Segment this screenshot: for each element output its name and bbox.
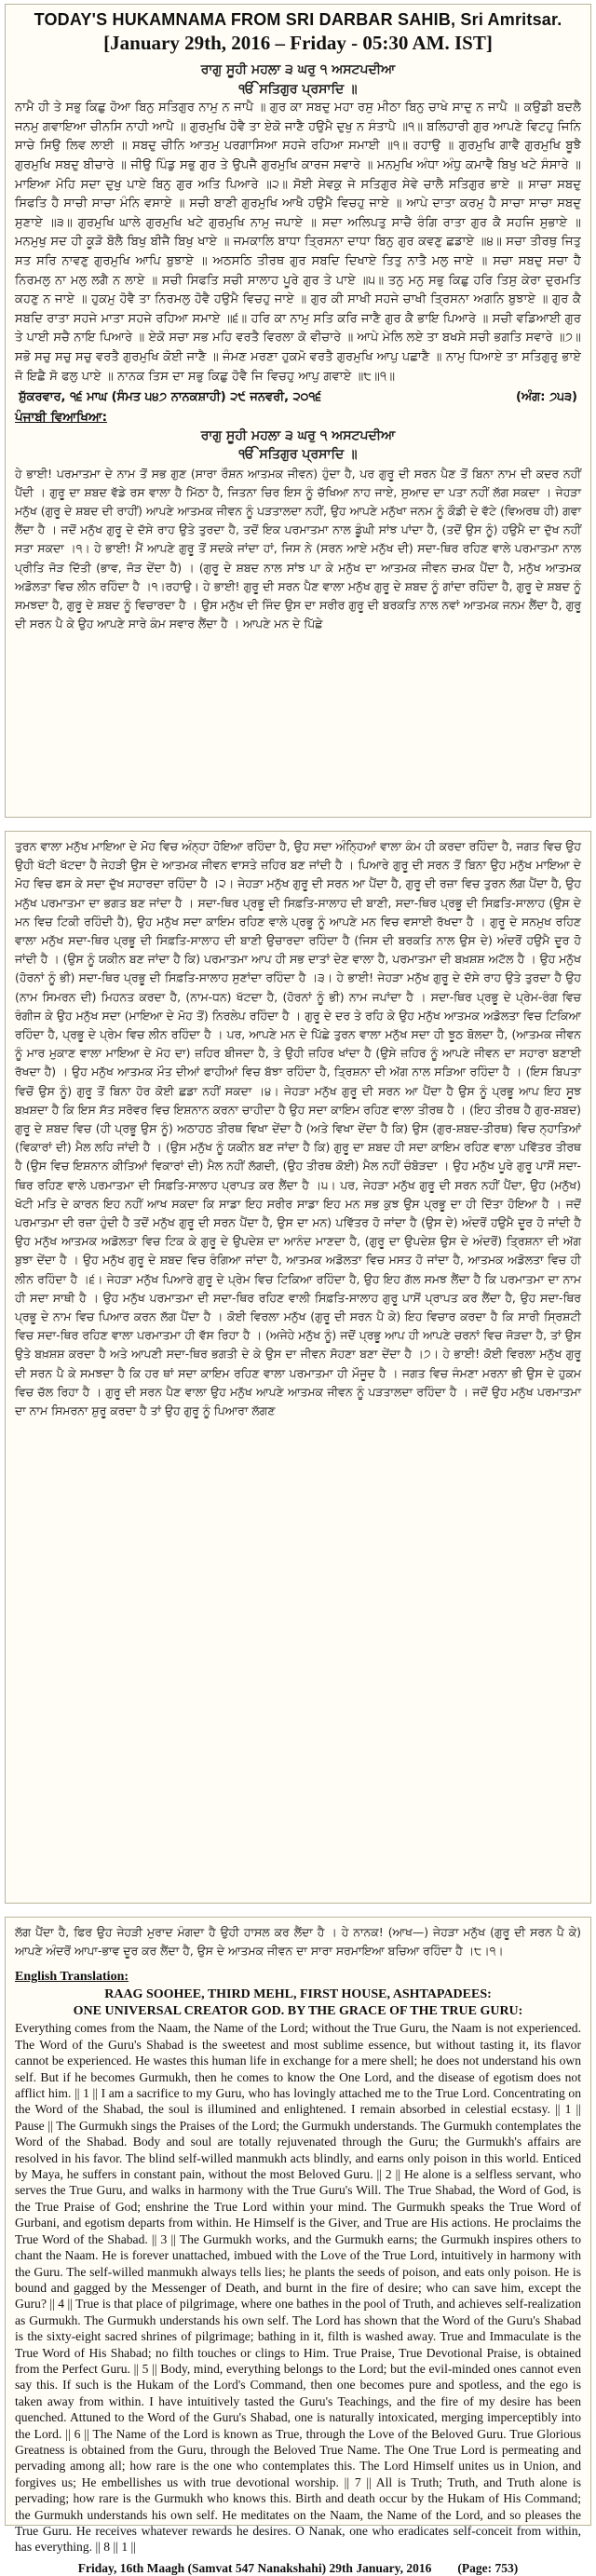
english-mool-line: ONE UNIVERSAL CREATOR GOD. BY THE GRACE OF THE TRUE GURU: [73, 2004, 523, 2019]
hukamnama-text: ਨਾਮੈ ਹੀ ਤੇ ਸਭੁ ਕਿਛੁ ਹੋਆ ਬਿਨੁ ਸਤਿਗੁਰ ਨਾਮੁ ਨ ਜਾਪੈ ॥ ਗੁਰ ਕਾ ਸਬਦੁ ਮਹਾ ਰਸੁ ਮੀਠਾ ਬਿਨੁ ਚਾਖੇ ਸਾਦੁ ਨ ਜਾਪੈ ॥ ਕਉਡੀ ਬਦਲੈ ਜਨਮੁ ਗਵਾਇਆ ਚੀਨਸਿ ਨਾਹੀ ਆਪੈ ॥ ਗੁਰਮੁਖਿ ਹੋਵੈ ਤਾ ਏਕੋ ਜਾਣੈ ਹਉਮੈ ਦੁਖੁ ਨ ਸੰਤਾਪੈ ॥੧॥ ਬਲਿਹਾਰੀ ਗੁਰ ਆਪਣੇ ਵਿਟਹੁ ਜਿਨਿ ਸਾਚੇ ਸਿਉ ਲਿਵ ਲਾਈ ॥ ਸਬਦੁ ਚੀਨਿ ਆਤਮੁ ਪਰਗਾਸਿਆ ਸਹਜੇ ਰਹਿਆ ਸਮਾਈ ॥੧॥ ਰਹਾਉ ॥ ਗੁਰਮੁਖਿ ਗਾਵੈ ਗੁਰਮੁਖਿ ਬੂਝੈ ਗੁਰਮੁਖਿ ਸਬਦੁ ਬੀਚਾਰੇ ॥ ਜੀਉ ਪਿੰਡੁ ਸਭੁ ਗੁਰ ਤੇ ਉਪਜੈ ਗੁਰਮੁਖਿ ਕਾਰਜ ਸਵਾਰੇ ॥ ਮਨਮੁਖਿ ਅੰਧਾ ਅੰਧੁ ਕਮਾਵੈ ਬਿਖੁ ਖਟੇ ਸੰਸਾਰੇ ॥ ਮਾਇਆ ਮੋਹਿ ਸਦਾ ਦੁਖੁ ਪਾਏ ਬਿਨੁ ਗੁਰ ਅਤਿ ਪਿਆਰੇ ॥੨॥ ਸੋਈ ਸੇਵਕੁ ਜੇ ਸਤਿਗੁਰ ਸੇਵੇ ਚਾਲੈ ਸਤਿਗੁਰ ਭਾਏ ॥ ਸਾਚਾ ਸਬਦੁ ਸਿਫਤਿ ਹੈ ਸਾਚੀ ਸਾਚਾ ਮੰਨਿ ਵਸਾਏ ॥ ਸਚੀ ਬਾਣੀ ਗੁਰਮੁਖਿ ਆਖੈ ਹਉਮੈ ਵਿਚਹੁ ਜਾਏ ॥ ਆਪੇ ਦਾਤਾ ਕਰਮੁ ਹੈ ਸਾਚਾ ਸਾਚਾ ਸਬਦੁ ਸੁਣਾਏ ॥੩॥ ਗੁਰਮੁਖਿ ਘਾਲੇ ਗੁਰਮੁਖਿ ਖਟੇ ਗੁਰਮੁਖਿ ਨਾਮੁ ਜਪਾਏ ॥ ਸਦਾ ਅਲਿਪਤੁ ਸਾਚੈ ਰੰਗਿ ਰਾਤਾ ਗੁਰ ਕੈ ਸਹਜਿ ਸੁਭਾਏ ॥ ਮਨਮੁਖੁ ਸਦ ਹੀ ਕੂੜੋ ਬੋਲੈ ਬਿਖੁ ਬੀਜੈ ਬਿਖੁ ਖਾਏ ॥ ਜਮਕਾਲਿ ਬਾਧਾ ਤ੍ਰਿਸਨਾ ਦਾਧਾ ਬਿਨੁ ਗੁਰ ਕਵਣੁ ਛਡਾਏ ॥੪॥ ਸਚਾ ਤੀਰਥੁ ਜਿਤੁ ਸਤ ਸਰਿ ਨਾਵਣੁ ਗੁਰਮੁਖਿ ਆਪਿ ਬੁਝਾਏ ॥ ਅਠਸਠਿ ਤੀਰਥ ਗੁਰ ਸਬਦਿ ਦਿਖਾਏ ਤਿਤੁ ਨਾਤੈ ਮਲੁ ਜਾਏ ॥ ਸਚਾ ਸਬਦੁ ਸਚਾ ਹੈ ਨਿਰਮਲੁ ਨਾ ਮਲੁ ਲਗੈ ਨ ਲਾਏ ॥ ਸਚੀ ਸਿਫਤਿ ਸਚੀ ਸਾਲਾਹ ਪੂਰੇ ਗੁਰ ਤੇ ਪਾਏ ॥੫॥ ਤਨੁ ਮਨੁ ਸਭੁ ਕਿਛੁ ਹਰਿ ਤਿਸੁ ਕੇਰਾ ਦੁਰਮਤਿ ਕਹਣੁ ਨ ਜਾਏ ॥ ਹੁਕਮੁ ਹੋਵੈ ਤਾ ਨਿਰਮਲੁ ਹੋਵੈ ਹਉਮੈ ਵਿਚਹੁ ਜਾਏ ॥ ਗੁਰ ਕੀ ਸਾਖੀ ਸਹਜੇ ਚਾਖੀ ਤ੍ਰਿਸਨਾ ਅਗਨਿ ਬੁਝਾਏ ॥ ਗੁਰ ਕੈ ਸਬਦਿ ਰਾਤਾ ਸਹਜੇ ਮਾਤਾ ਸਹਜੇ ਰਹਿਆ ਸਮਾਏ ॥੬॥ ਹਰਿ ਕਾ ਨਾਮੁ ਸਤਿ ਕਰਿ ਜਾਣੈ ਗੁਰ ਕੈ ਭਾਇ ਪਿਆਰੇ ॥ ਸਚੀ ਵਡਿਆਈ ਗੁਰ ਤੇ ਪਾਈ ਸਚੈ ਨਾਇ ਪਿਆਰੇ ॥ ਏਕੋ ਸਚਾ ਸਭ ਮਹਿ ਵਰਤੈ ਵਿਰਲਾ ਕੋ ਵੀਚਾਰੇ ॥ ਆਪੇ ਮੇਲਿ ਲਏ ਤਾ ਬਖਸੇ ਸਚੀ ਭਗਤਿ ਸਵਾਰੇ ॥੭॥ ਸਭੋ ਸਚੁ ਸਚੁ ਸਚੁ ਵਰਤੈ ਗੁਰਮੁਖਿ ਕੋਈ ਜਾਣੈ ॥ ਜੰਮਣ ਮਰਣਾ ਹੁਕਮੋ ਵਰਤੈ ਗੁਰਮੁਖਿ ਆਪੁ ਪਛਾਣੈ ॥ ਨਾਮੁ ਧਿਆਏ ਤਾ ਸਤਿਗੁਰੁ ਭਾਏ ਜੋ ਇਛੈ ਸੋ ਫਲੁ ਪਾਏ ॥ ਨਾਨਕ ਤਿਸ ਦਾ ਸਭੁ ਕਿਛੁ ਹੋਵੈ ਜਿ ਵਿਚਹੁ ਆਪੁ ਗਵਾਏ ॥੮॥੧॥ [15, 101, 581, 384]
raag-line: ਰਾਗੁ ਸੂਹੀ ਮਹਲਾ ੩ ਘਰੁ ੧ ਅਸਟਪਦੀਆ [200, 62, 396, 77]
explanation-text-part2: ਤੁਰਨ ਵਾਲਾ ਮਨੁੱਖ ਮਾਇਆ ਦੇ ਮੋਹ ਵਿਚ ਅੰਨ੍ਹਾ ਹੋਇਆ ਰਹਿੰਦਾ ਹੈ, ਉਹ ਸਦਾ ਅੰਨ੍ਹਿਆਂ ਵਾਲਾ ਕੰਮ ਹੀ ਕਰਦਾ ਰਹਿੰਦਾ ਹੈ, ਜਗਤ ਵਿਚ ਉਹ ਉਹੀ ਖੱਟੀ ਖੱਟਦਾ ਹੈ ਜੇਹੜੀ ਉਸ ਦੇ ਆਤਮਕ ਜੀਵਨ ਵਾਸਤੇ ਜ਼ਹਿਰ ਬਣ ਜਾਂਦੀ ਹੈ । ਪਿਆਰੇ ਗੁਰੂ ਦੀ ਸਰਨ ਤੋਂ ਬਿਨਾ ਉਹ ਮਨੁੱਖ ਮਾਇਆ ਦੇ ਮੋਹ ਵਿਚ ਫਸ ਕੇ ਸਦਾ ਦੁੱਖ ਸਹਾਰਦਾ ਰਹਿੰਦਾ ਹੈ ।੨। ਜੇਹੜਾ ਮਨੁੱਖ ਗੁਰੂ ਦੀ ਸਰਨ ਆ ਪੈਂਦਾ ਹੈ, ਗੁਰੂ ਦੀ ਰਜ਼ਾ ਵਿਚ ਤੁਰਨ ਲੱਗ ਪੈਂਦਾ ਹੈ, ਉਹ ਮਨੁੱਖ ਪਰਮਾਤਮਾ ਦਾ ਭਗਤ ਬਣ ਜਾਂਦਾ ਹੈ । ਸਦਾ-ਥਿਰ ਪ੍ਰਭੂ ਦੀ ਸਿਫ਼ਤਿ-ਸਾਲਾਹ ਦੀ ਬਾਣੀ, ਸਦਾ-ਥਿਰ ਪ੍ਰਭੂ ਦੀ ਸਿਫ਼ਤਿ-ਸਾਲਾਹ (ਉਸ ਦੇ ਮਨ ਵਿਚ ਟਿਕੀ ਰਹਿੰਦੀ ਹੈ), ਉਹ ਮਨੁੱਖ ਸਦਾ ਕਾਇਮ ਰਹਿਣ ਵਾਲੇ ਪ੍ਰਭੂ ਨੂੰ ਆਪਣੇ ਮਨ ਵਿਚ ਵਸਾਈ ਰੱਖਦਾ ਹੈ । ਗੁਰੂ ਦੇ ਸਨਮੁਖ ਰਹਿਣ ਵਾਲਾ ਮਨੁੱਖ ਸਦਾ-ਥਿਰ ਪ੍ਰਭੂ ਦੀ ਸਿਫ਼ਤਿ-ਸਾਲਾਹ ਦੀ ਬਾਣੀ ਉਚਾਰਦਾ ਰਹਿੰਦਾ ਹੈ (ਜਿਸ ਦੀ ਬਰਕਤਿ ਨਾਲ ਉਸ ਦੇ) ਅੰਦਰੋਂ ਹਉਮੈ ਦੂਰ ਹੋ ਜਾਂਦੀ ਹੈ । (ਉਸ ਨੂੰ ਯਕੀਨ ਬਣ ਜਾਂਦਾ ਹੈ ਕਿ) ਪਰਮਾਤਮਾ ਆਪ ਹੀ ਸਭ ਦਾਤਾਂ ਦੇਣ ਵਾਲਾ ਹੈ, ਪਰਮਾਤਮਾ ਦੀ ਬਖ਼ਸ਼ਸ਼ ਅਟੱਲ ਹੈ । ਉਹ ਮਨੁੱਖ (ਹੋਰਨਾਂ ਨੂੰ ਭੀ) ਸਦਾ-ਥਿਰ ਪ੍ਰਭੂ ਦੀ ਸਿਫ਼ਤਿ-ਸਾਲਾਹ ਸੁਣਾਂਦਾ ਰਹਿੰਦਾ ਹੈ ।੩। ਹੇ ਭਾਈ! ਜੇਹੜਾ ਮਨੁੱਖ ਗੁਰੂ ਦੇ ਦੱਸੇ ਰਾਹ ਉਤੇ ਤੁਰਦਾ ਹੈ ਉਹ (ਨਾਮ ਸਿਮਰਨ ਦੀ) ਮਿਹਨਤ ਕਰਦਾ ਹੈ, (ਨਾਮ-ਧਨ) ਖੱਟਦਾ ਹੈ, (ਹੋਰਨਾਂ ਨੂੰ ਭੀ) ਨਾਮ ਜਪਾਂਦਾ ਹੈ । ਸਦਾ-ਥਿਰ ਪ੍ਰਭੂ ਦੇ ਪ੍ਰੇਮ-ਰੰਗ ਵਿਚ ਰੰਗੀਜ ਕੇ ਉਹ ਮਨੁੱਖ ਸਦਾ (ਮਾਇਆ ਦੇ ਮੋਹ ਤੋਂ) ਨਿਰਲੇਪ ਰਹਿੰਦਾ ਹੈ । ਗੁਰੂ ਦੇ ਦਰ ਤੇ ਰਹਿ ਕੇ ਉਹ ਮਨੁੱਖ ਆਤਮਕ ਅਡੋਲਤਾ ਵਿਚ ਟਿਕਿਆ ਰਹਿੰਦਾ ਹੈ, ਪ੍ਰਭੂ ਦੇ ਪ੍ਰੇਮ ਵਿਚ ਲੀਨ ਰਹਿੰਦਾ ਹੈ । ਪਰ, ਆਪਣੇ ਮਨ ਦੇ ਪਿੱਛੇ ਤੁਰਨ ਵਾਲਾ ਮਨੁੱਖ ਸਦਾ ਹੀ ਝੂਠ ਬੋਲਦਾ ਹੈ, (ਆਤਮਕ ਜੀਵਨ ਨੂੰ ਮਾਰ ਮੁਕਾਣ ਵਾਲਾ ਮਾਇਆ ਦੇ ਮੋਹ ਦਾ) ਜ਼ਹਿਰ ਬੀਜਦਾ ਹੈ, ਤੇ ਉਹੀ ਜ਼ਹਿਰ ਖਾਂਦਾ ਹੈ (ਉਸੇ ਜ਼ਹਿਰ ਨੂੰ ਆਪਣੇ ਜੀਵਨ ਦਾ ਸਹਾਰਾ ਬਣਾਈ ਰੱਖਦਾ ਹੈ) । ਉਹ ਮਨੁੱਖ ਆਤਮਕ ਮੌਤ ਦੀਆਂ ਫਾਹੀਆਂ ਵਿਚ ਬੱਝਾ ਰਹਿੰਦਾ ਹੈ, ਤ੍ਰਿਸ਼ਨਾ ਦੀ ਅੱਗ ਨਾਲ ਸੜਿਆ ਰਹਿੰਦਾ ਹੈ । (ਇਸ ਬਿਪਤਾ ਵਿਚੋਂ ਉਸ ਨੂੰ) ਗੁਰੂ ਤੋਂ ਬਿਨਾ ਹੋਰ ਕੋਈ ਛਡਾ ਨਹੀਂ ਸਕਦਾ ।੪। ਜੇਹੜਾ ਮਨੁੱਖ ਗੁਰੂ ਦੀ ਸਰਨ ਆ ਪੈਂਦਾ ਹੈ ਉਸ ਨੂੰ ਪ੍ਰਭੂ ਆਪ ਇਹ ਸੂਝ ਬਖ਼ਸ਼ਦਾ ਹੈ ਕਿ ਇਸ ਸੱਤ ਸਰੋਵਰ ਵਿਚ ਇਸ਼ਨਾਨ ਕਰਨਾ ਚਾਹੀਦਾ ਹੈ ਉਹ ਸਦਾ ਕਾਇਮ ਰਹਿਣ ਵਾਲਾ ਤੀਰਥ ਹੈ । (ਇਹ ਤੀਰਥ ਹੈ ਗੁਰ-ਸ਼ਬਦ) ਗੁਰੂ ਦੇ ਸ਼ਬਦ ਵਿਚ (ਹੀ ਪ੍ਰਭੂ ਉਸ ਨੂੰ) ਅਠਾਹਠ ਤੀਰਥ ਵਿਖਾ ਦੇਂਦਾ ਹੈ (ਅਤੇ ਵਿਖਾ ਦੇਂਦਾ ਹੈ ਕਿ) ਉਸ (ਗੁਰ-ਸ਼ਬਦ-ਤੀਰਥ) ਵਿਚ ਨ੍ਹਾਤਿਆਂ (ਵਿਕਾਰਾਂ ਦੀ) ਮੈਲ ਲਹਿ ਜਾਂਦੀ ਹੈ । (ਉਸ ਮਨੁੱਖ ਨੂੰ ਯਕੀਨ ਬਣ ਜਾਂਦਾ ਹੈ ਕਿ) ਗੁਰੂ ਦਾ ਸ਼ਬਦ ਹੀ ਸਦਾ ਕਾਇਮ ਰਹਿਣ ਵਾਲਾ ਪਵਿੱਤਰ ਤੀਰਥ ਹੈ (ਉਸ ਵਿਚ ਇਸ਼ਨਾਨ ਕੀਤਿਆਂ ਵਿਕਾਰਾਂ ਦੀ) ਮੈਲ ਨਹੀਂ ਲੱਗਦੀ, (ਉਹ ਤੀਰਥ ਕੋਈ) ਮੈਲ ਨਹੀਂ ਚੰਬੋੜਦਾ । ਉਹ ਮਨੁੱਖ ਪੂਰੇ ਗੁਰੂ ਪਾਸੋਂ ਸਦਾ-ਥਿਰ ਰਹਿਣ ਵਾਲੇ ਪਰਮਾਤਮਾ ਦੀ ਸਿਫ਼ਤਿ-ਸਾਲਾਹ ਪ੍ਰਾਪਤ ਕਰ ਲੈਂਦਾ ਹੈ ।੫। ਪਰ, ਜੇਹੜਾ ਮਨੁੱਖ ਗੁਰੂ ਦੀ ਸਰਨ ਨਹੀਂ ਪੈਂਦਾ, ਉਹ (ਮਨੁੱਖ) ਖੋਟੀ ਮਤਿ ਦੇ ਕਾਰਨ ਇਹ ਨਹੀਂ ਆਖ ਸਕਦਾ ਕਿ ਸਾਡਾ ਇਹ ਸਰੀਰ ਸਾਡਾ ਇਹ ਮਨ ਸਭ ਕੁਝ ਉਸ ਪ੍ਰਭੂ ਦਾ ਹੀ ਦਿੱਤਾ ਹੋਇਆ ਹੈ । ਜਦੋਂ ਪਰਮਾਤਮਾ ਦੀ ਰਜ਼ਾ ਹੁੰਦੀ ਹੈ ਤਦੋਂ ਮਨੁੱਖ ਗੁਰੂ ਦੀ ਸਰਨ ਪੈਂਦਾ ਹੈ, ਉਸ ਦਾ ਮਨ) ਪਵਿੱਤਰ ਹੋ ਜਾਂਦਾ ਹੈ (ਉਸ ਦੇ) ਅੰਦਰੋਂ ਹਉਮੈ ਦੂਰ ਹੋ ਜਾਂਦੀ ਹੈ ਉਹ ਮਨੁੱਖ ਆਤਮਕ ਅਡੋਲਤਾ ਵਿਚ ਟਿਕ ਕੇ ਗੁਰੂ ਦੇ ਉਪਦੇਸ਼ ਦਾ ਆਨੰਦ ਮਾਣਦਾ ਹੈ, (ਗੁਰੂ ਦਾ ਉਪਦੇਸ਼ ਉਸ ਦੇ ਅੰਦਰੋਂ) ਤ੍ਰਿਸ਼ਨਾ ਦੀ ਅੱਗ ਬੁਝਾ ਦੇਂਦਾ ਹੈ । ਉਹ ਮਨੁੱਖ ਗੁਰੂ ਦੇ ਸ਼ਬਦ ਵਿਚ ਰੰਗਿਆ ਜਾਂਦਾ ਹੈ, ਆਤਮਕ ਅਡੋਲਤਾ ਵਿਚ ਮਸਤ ਹੋ ਜਾਂਦਾ ਹੈ, ਆਤਮਕ ਅਡੋਲਤਾ ਵਿਚ ਹੀ ਲੀਨ ਰਹਿੰਦਾ ਹੈ ।੬। ਜੇਹੜਾ ਮਨੁੱਖ ਪਿਆਰੇ ਗੁਰੂ ਦੇ ਪ੍ਰੇਮ ਵਿਚ ਟਿਕਿਆ ਰਹਿੰਦਾ ਹੈ, ਉਹ ਇਹ ਗੱਲ ਸਮਝ ਲੈਂਦਾ ਹੈ ਕਿ ਪਰਮਾਤਮਾ ਦਾ ਨਾਮ ਹੀ ਸਦਾ ਸਾਥੀ ਹੈ । ਉਹ ਮਨੁੱਖ ਪਰਮਾਤਮਾ ਦੀ ਸਦਾ-ਥਿਰ ਰਹਿਣ ਵਾਲੀ ਸਿਫ਼ਤਿ-ਸਾਲਾਹ ਗੁਰੂ ਪਾਸੋਂ ਪ੍ਰਾਪਤ ਕਰ ਲੈਂਦਾ ਹੈ, ਉਹ ਸਦਾ-ਥਿਰ ਪ੍ਰਭੂ ਦੇ ਨਾਮ ਵਿਚ ਪਿਆਰ ਕਰਨ ਲੱਗ ਪੈਂਦਾ ਹੈ । ਕੋਈ ਵਿਰਲਾ ਮਨੁੱਖ (ਗੁਰੂ ਦੀ ਸਰਨ ਪੈ ਕੇ) ਇਹ ਵਿਚਾਰ ਕਰਦਾ ਹੈ ਕਿ ਸਾਰੀ ਸ੍ਰਿਸ਼ਟੀ ਵਿਚ ਸਦਾ-ਥਿਰ ਰਹਿਣ ਵਾਲਾ ਪਰਮਾਤਮਾ ਹੀ ਵੱਸ ਰਿਹਾ ਹੈ । (ਅਜੇਹੇ ਮਨੁੱਖ ਨੂੰ) ਜਦੋਂ ਪ੍ਰਭੂ ਆਪ ਹੀ ਆਪਣੇ ਚਰਨਾਂ ਵਿਚ ਜੋੜਦਾ ਹੈ, ਤਾਂ ਉਸ ਉਤੇ ਬਖ਼ਸ਼ਸ਼ ਕਰਦਾ ਹੈ ਅਤੇ ਆਪਣੀ ਸਦਾ-ਥਿਰ ਭਗਤੀ ਦੇ ਕੇ ਉਸ ਦਾ ਜੀਵਨ ਸੋਹਣਾ ਬਣਾ ਦੇਂਦਾ ਹੈ ।੭। ਹੇ ਭਾਈ! ਕੋਈ ਵਿਰਲਾ ਮਨੁੱਖ ਗੁਰੂ ਦੀ ਸਰਨ ਪੈ ਕੇ ਸਮਝਦਾ ਹੈ ਕਿ ਹਰ ਥਾਂ ਸਦਾ ਕਾਇਮ ਰਹਿਣ ਵਾਲਾ ਪਰਮਾਤਮਾ ਹੀ ਮੌਜੂਦ ਹੈ । ਜਗਤ ਵਿਚ ਜੰਮਣਾ ਮਰਨਾ ਭੀ ਉਸ ਦੇ ਹੁਕਮ ਵਿਚ ਚੱਲ ਰਿਹਾ ਹੈ । ਗੁਰੂ ਦੀ ਸਰਨ ਪੈਣ ਵਾਲਾ ਉਹ ਮਨੁੱਖ ਆਪਣੇ ਆਤਮਕ ਜੀਵਨ ਨੂੰ ਪੜਤਾਲਦਾ ਰਹਿੰਦਾ ਹੈ । ਜਦੋਂ ਉਹ ਮਨੁੱਖ ਪਰਮਾਤਮਾ ਦਾ ਨਾਮ ਸਿਮਰਨਾ ਸ਼ੁਰੂ ਕਰਦਾ ਹੈ ਤਾਂ ਉਹ ਗੁਰੂ ਨੂੰ ਪਿਆਰਾ ਲੱਗਣ [15, 839, 581, 1418]
footer-date: Friday, 16th Maagh (Samvat 547 Nanakshahi) 29th January, 2016 [77, 2560, 432, 2575]
gurmukhi-date-row [6, 386, 590, 406]
english-translation-text: Everything comes from the Naam, the Name of the Lord; without the True Guru, the Naam is not experienced. The Word of the Guru's Shabad is the sweetest and most sublime essence, but without tasting it, its flavor cannot be experienced. He wastes this human life in exchange for a mere shell; he does not understand his own self. But if he becomes Gurmukh, then he comes to know the One Lord, and the disease of egotism does not afflict him. || 1 || I am a sacrifice to my Guru, who has lovingly attached me to the True Lord. Concentrating on the Word of the Shabad, the soul is illumined and enlightened. I remain absorbed in celestial ecstasy. || 1 || Pause || The Gurmukh sings the Praises of the Lord; the Gurmukh understands. The Gurmukh contemplates the Word of the Shabad. Body and soul are totally rejuvenated through the Guru; the Gurmukh's affairs are resolved in his favor. The blind self-willed manmukh acts blindly, and earns only poison in this world. Enticed by Maya, he suffers in constant pain, without the most Beloved Guru. || 2 || He alone is a selfless servant, who serves the True Guru, and walks in harmony with the True Guru's Will. The True Shabad, the Word of God, is the True Praise of God; enshrine the True Lord within your mind. The Gurmukh speaks the True Word of Gurbani, and egotism departs from within. He Himself is the Giver, and True are His actions. He proclaims the True Word of the Shabad. || 3 || The Gurmukh works, and the Gurmukh earns; the Gurmukh inspires others to chant the Naam. He is forever unattached, imbued with the Love of the True Lord, intuitively in harmony with the Guru. The self-willed manmukh always tells lies; he plants the seeds of poison, and eats only poison. He is bound and gagged by the Messenger of Death, and burnt in the fire of desire; who can save him, except the Guru? || 4 || True is that place of pilgrimage, where one bathes in the pool of Truth, and achieves self-realization as Gurmukh. The Gurmukh understands his own self. The Lord has shown that the Word of the Guru's Shabad is the sixty-eight sacred shrines of pilgrimage; bathing in it, filth is washed away. True and Immaculate is the True Word of His Shabad; no filth touches or clings to Him. True Praise, True Devotional Praise, is obtained from the Perfect Guru. || 5 || Body, mind, everything belongs to the Lord; but the evil-minded ones cannot even say this. If such is the Hukam of the Lord's Command, then one becomes pure and spotless, and the ego is taken away from within. I have intuitively tasted the Guru's Teachings, and the fire of my desire has been quenched. Attuned to the Word of the Guru's Shabad, one is naturally intoxicated, merging imperceptibly into the Lord. || 6 || The Name of the Lord is known as True, through the Love of the Beloved Guru. True Glorious Greatness is obtained from the Guru, through the Beloved True Name. The One True Lord is permeating and pervading among all; how rare is the one who contemplates this. The Lord Himself unites us in Union, and forgives us; He embellishes us with true devotional worship. || 7 || All is Truth; Truth, and Truth alone is pervading; how rare is the Gurmukh who knows this. Birth and death occur by the Hukam of His Command; the Gurmukh understands his own self. He meditates on the Naam, the Name of the Lord, and so pleases the True Guru. He receives whatever rewards he desires. O Nanak, one who eradicates self-conceit from within, has everything. || 8 || 1 || [15, 2021, 581, 2555]
explanation-panel [5, 831, 591, 1904]
page-header [6, 5, 590, 55]
translation-panel [5, 1917, 591, 2575]
gurmukhi-date: ਸ਼ੁੱਕਰਵਾਰ, ੧੬ ਮਾਘ (ਸੰਮਤ ੫੪੭ ਨਾਨਕਸ਼ਾਹੀ) ੨੯ ਜਨਵਰੀ, ੨੦੧੬ [19, 390, 322, 405]
explanation-raag-line: ਰਾਗੁ ਸੂਹੀ ਮਹਲਾ ੩ ਘਰੁ ੧ ਅਸਟਪਦੀਆ [200, 428, 396, 444]
punjabi-explanation-title: ਪੰਜਾਬੀ ਵਿਆਖਿਆ: [15, 410, 108, 426]
ang-number: (ਅੰਗ: ੭੫੩) [516, 390, 577, 405]
footer-page: (Page: 753) [457, 2560, 519, 2575]
explanation-text-part1: ਹੇ ਭਾਈ! ਪਰਮਾਤਮਾ ਦੇ ਨਾਮ ਤੋਂ ਸਭ ਗੁਣ (ਸਾਰਾ ਰੌਸ਼ਨ ਆਤਮਕ ਜੀਵਨ) ਹੁੰਦਾ ਹੈ, ਪਰ ਗੁਰੂ ਦੀ ਸਰਨ ਪੈਣ ਤੋਂ ਬਿਨਾ ਨਾਮ ਦੀ ਕਦਰ ਨਹੀਂ ਪੈਂਦੀ । ਗੁਰੂ ਦਾ ਸ਼ਬਦ ਵੱਡੇ ਰਸ ਵਾਲਾ ਹੈ ਮਿੱਠਾ ਹੈ, ਜਿਤਨਾ ਚਿਰ ਇਸ ਨੂੰ ਚੱਖਿਆ ਨਾਹ ਜਾਏ, ਸੁਆਦ ਦਾ ਪਤਾ ਨਹੀਂ ਲੱਗ ਸਕਦਾ । ਜੇਹੜਾ ਮਨੁੱਖ (ਗੁਰੂ ਦੇ ਸ਼ਬਦ ਦੀ ਰਾਹੀਂ) ਆਪਣੇ ਆਤਮਕ ਜੀਵਨ ਨੂੰ ਪੜਤਾਲਦਾ ਨਹੀਂ, ਉਹ ਆਪਣੇ ਮਨੁੱਖਾ ਜਨਮ ਨੂੰ ਕੌਡੀ ਦੇ ਵੱਟੇ (ਵਿਅਰਥ ਹੀ) ਗਵਾ ਲੈਂਦਾ ਹੈ । ਜਦੋਂ ਮਨੁੱਖ ਗੁਰੂ ਦੇ ਦੱਸੇ ਰਾਹ ਉਤੇ ਤੁਰਦਾ ਹੈ, ਤਦੋਂ ਇਕ ਪਰਮਾਤਮਾ ਨਾਲ ਡੂੰਘੀ ਸਾਂਝ ਪਾਂਦਾ ਹੈ, (ਤਦੋਂ ਉਸ ਨੂੰ) ਹਉਮੈ ਦਾ ਦੁੱਖ ਨਹੀਂ ਸਤਾ ਸਕਦਾ ।੧। ਹੇ ਭਾਈ! ਮੈਂ ਆਪਣੇ ਗੁਰੂ ਤੋਂ ਸਦਕੇ ਜਾਂਦਾ ਹਾਂ, ਜਿਸ ਨੇ (ਸਰਨ ਆਏ ਮਨੁੱਖ ਦੀ) ਸਦਾ-ਥਿਰ ਰਹਿਣ ਵਾਲੇ ਪਰਮਾਤਮਾ ਨਾਲ ਪ੍ਰੀਤਿ ਜੋੜ ਦਿੱਤੀ (ਭਾਵ, ਜੋੜ ਦੇਂਦਾ ਹੈ) । (ਗੁਰੂ ਦੇ ਸ਼ਬਦ ਨਾਲ ਸਾਂਝ ਪਾ ਕੇ ਮਨੁੱਖ ਦਾ ਆਤਮਕ ਜੀਵਨ ਚਮਕ ਪੈਂਦਾ ਹੈ, ਮਨੁੱਖ ਆਤਮਕ ਅਡੋਲਤਾ ਵਿਚ ਲੀਨ ਰਹਿੰਦਾ ਹੈ ।੧।ਰਹਾਉ। ਹੇ ਭਾਈ! ਗੁਰੂ ਦੀ ਸਰਨ ਪੈਣ ਵਾਲਾ ਮਨੁੱਖ ਗੁਰੂ ਦੇ ਸ਼ਬਦ ਨੂੰ ਗਾਂਦਾ ਰਹਿੰਦਾ ਹੈ, ਗੁਰੂ ਦੇ ਸ਼ਬਦ ਨੂੰ ਸਮਝਦਾ ਹੈ, ਗੁਰੂ ਦੇ ਸ਼ਬਦ ਨੂੰ ਵਿਚਾਰਦਾ ਹੈ । ਉਸ ਮਨੁੱਖ ਦੀ ਜਿੰਦ ਉਸ ਦਾ ਸਰੀਰ ਗੁਰੂ ਦੀ ਬਰਕਤਿ ਨਾਲ ਨਵਾਂ ਆਤਮਕ ਜਨਮ ਲੈਂਦਾ ਹੈ, ਗੁਰੂ ਦੀ ਸਰਨ ਪੈ ਕੇ ਉਹ ਆਪਣੇ ਸਾਰੇ ਕੰਮ ਸਵਾਰ ਲੈਂਦਾ ਹੈ । ਆਪਣੇ ਮਨ ਦੇ ਪਿੱਛੇ [15, 466, 581, 631]
explanation-text-part3: ਲੱਗ ਪੈਂਦਾ ਹੈ, ਫਿਰ ਉਹ ਜੇਹੜੀ ਮੁਰਾਦ ਮੰਗਦਾ ਹੈ ਉਹੀ ਹਾਸਲ ਕਰ ਲੈਂਦਾ ਹੈ । ਹੇ ਨਾਨਕ! (ਆਖ—) ਜੇਹੜਾ ਮਨੁੱਖ (ਗੁਰੂ ਦੀ ਸਰਨ ਪੈ ਕੇ) ਆਪਣੇ ਅੰਦਰੋਂ ਆਪਾ-ਭਾਵ ਦੂਰ ਕਰ ਲੈਂਦਾ ਹੈ, ਉਸ ਦੇ ਆਤਮਕ ਜੀਵਨ ਦਾ ਸਾਰਾ ਸਰਮਾਇਆ ਬਚਿਆ ਰਹਿੰਦਾ ਹੈ ।੮।੧। [15, 1925, 581, 1959]
page-title: TODAY'S HUKAMNAMA FROM SRI DARBAR SAHIB, Sri Amritsar. [34, 10, 562, 29]
english-raag-line: RAAG SOOHEE, THIRD MEHL, FIRST HOUSE, ASHTAPADEES: [104, 1987, 492, 2002]
english-translation-title: English Translation: [15, 1970, 129, 1985]
mool-mantar-line: ੴ ਸਤਿਗੁਰ ਪ੍ਰਸਾਦਿ ॥ [238, 81, 358, 97]
hukamnama-panel [5, 4, 591, 818]
explanation-mool-line: ੴ ਸਤਿਗੁਰ ਪ੍ਰਸਾਦਿ ॥ [238, 447, 358, 463]
date-line: [January 29th, 2016 – Friday - 05:30 AM. IST] [103, 32, 493, 54]
footer-row [6, 2556, 590, 2576]
